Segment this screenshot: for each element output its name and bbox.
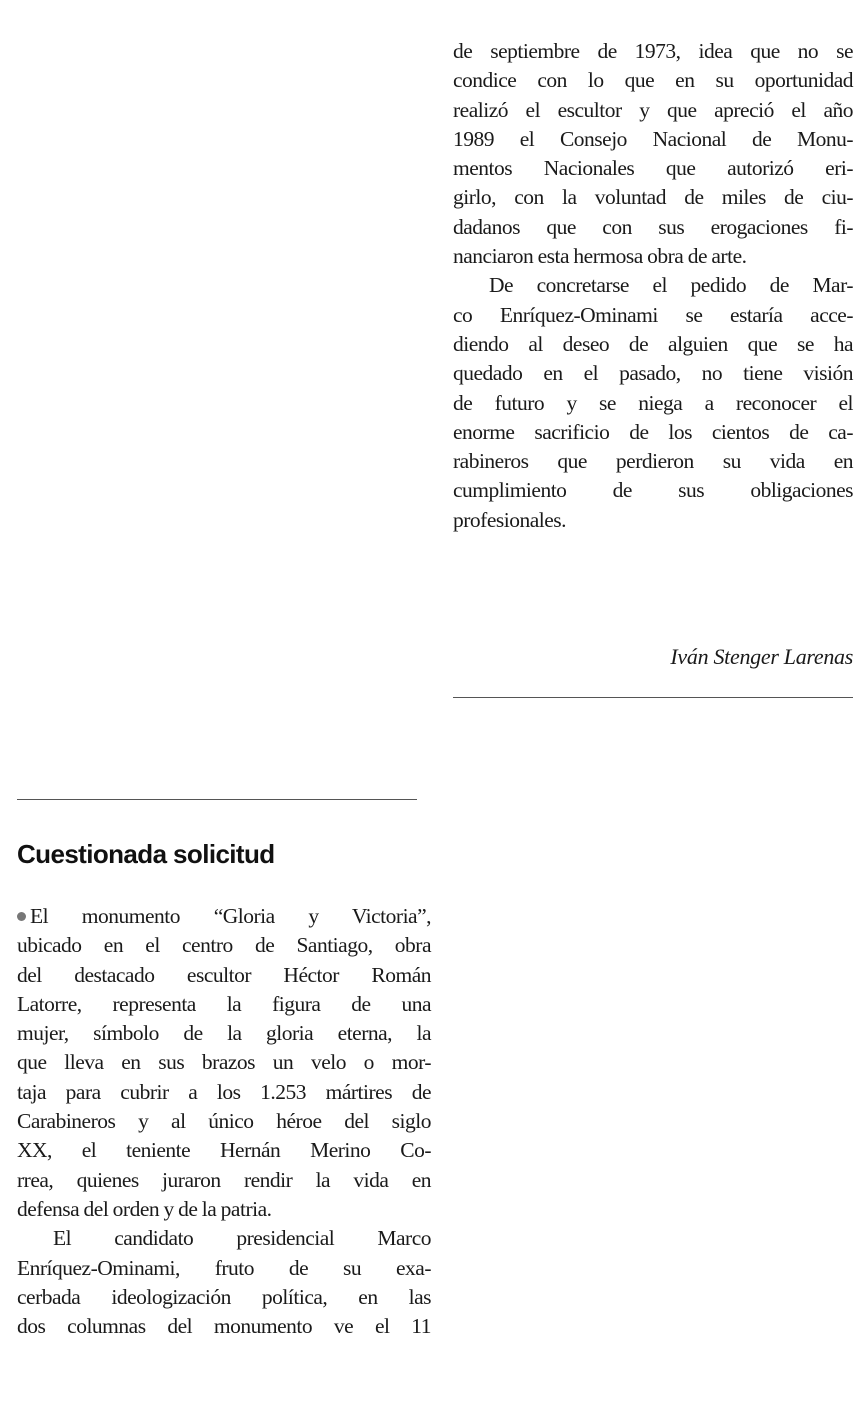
text-line: defensa del orden y de la patria.: [17, 1196, 272, 1221]
text-line: Carabineros y al único héroe del siglo: [17, 1109, 431, 1134]
right-column: [453, 37, 853, 535]
text-line: mentos Nacionales que autorizó eri-: [453, 156, 853, 181]
text-line: El candidato presidencial Marco: [53, 1226, 431, 1251]
text-line: que lleva en sus brazos un velo o mor-: [17, 1050, 431, 1075]
paragraph: [453, 37, 853, 271]
bullet-icon: [17, 912, 26, 921]
divider: [453, 697, 853, 698]
text-line: co Enríquez-Ominami se estaría acce-: [453, 302, 853, 327]
text-line: profesionales.: [453, 507, 567, 532]
text-line: enorme sacrificio de los cientos de ca-: [453, 419, 853, 444]
text-line: XX, el teniente Hernán Merino Co-: [17, 1138, 431, 1163]
paragraph: [453, 271, 853, 535]
text-line: [17, 902, 431, 931]
text-line: mujer, símbolo de la gloria eterna, la: [17, 1021, 431, 1046]
text-line: nanciaron esta hermosa obra de arte.: [453, 244, 747, 269]
letter-headline: Cuestionada solicitud: [17, 839, 275, 869]
text-line-content: El monumento “Gloria y Victoria”,: [30, 904, 431, 928]
text-line: de septiembre de 1973, idea que no se: [453, 39, 853, 63]
text-line: dos columnas del monumento ve el 11: [17, 1314, 431, 1339]
text-line: girlo, con la voluntad de miles de ciu-: [453, 185, 853, 210]
paragraph: [17, 1224, 431, 1341]
divider: [17, 799, 417, 800]
text-line: del destacado escultor Héctor Román: [17, 962, 431, 987]
text-line: quedado en el pasado, no tiene visión: [453, 361, 853, 386]
text-line: cumplimiento de sus obligaciones: [453, 478, 853, 503]
text-line: Latorre, representa la figura de una: [17, 991, 431, 1016]
text-line: taja para cubrir a los 1.253 mártires de: [17, 1079, 431, 1104]
text-line: ubicado en el centro de Santiago, obra: [17, 933, 431, 958]
author-signature: Iván Stenger Larenas: [670, 644, 853, 669]
text-line: rabineros que perdieron su vida en: [453, 449, 853, 474]
text-line: condice con lo que en su oportunidad: [453, 68, 853, 93]
text-line: De concretarse el pedido de Mar-: [489, 273, 853, 298]
text-line: cerbada ideologización política, en las: [17, 1284, 431, 1309]
text-line: 1989 el Consejo Nacional de Monu-: [453, 126, 853, 151]
text-line: de futuro y se niega a reconocer el: [453, 390, 853, 415]
text-line: diendo al deseo de alguien que se ha: [453, 331, 853, 356]
paragraph: [17, 902, 431, 1224]
text-line: dadanos que con sus erogaciones fi-: [453, 214, 853, 239]
left-column: [17, 902, 431, 1341]
text-line: Enríquez-Ominami, fruto de su exa-: [17, 1255, 431, 1280]
text-line: rrea, quienes juraron rendir la vida en: [17, 1167, 431, 1192]
text-line: realizó el escultor y que apreció el año: [453, 97, 853, 122]
